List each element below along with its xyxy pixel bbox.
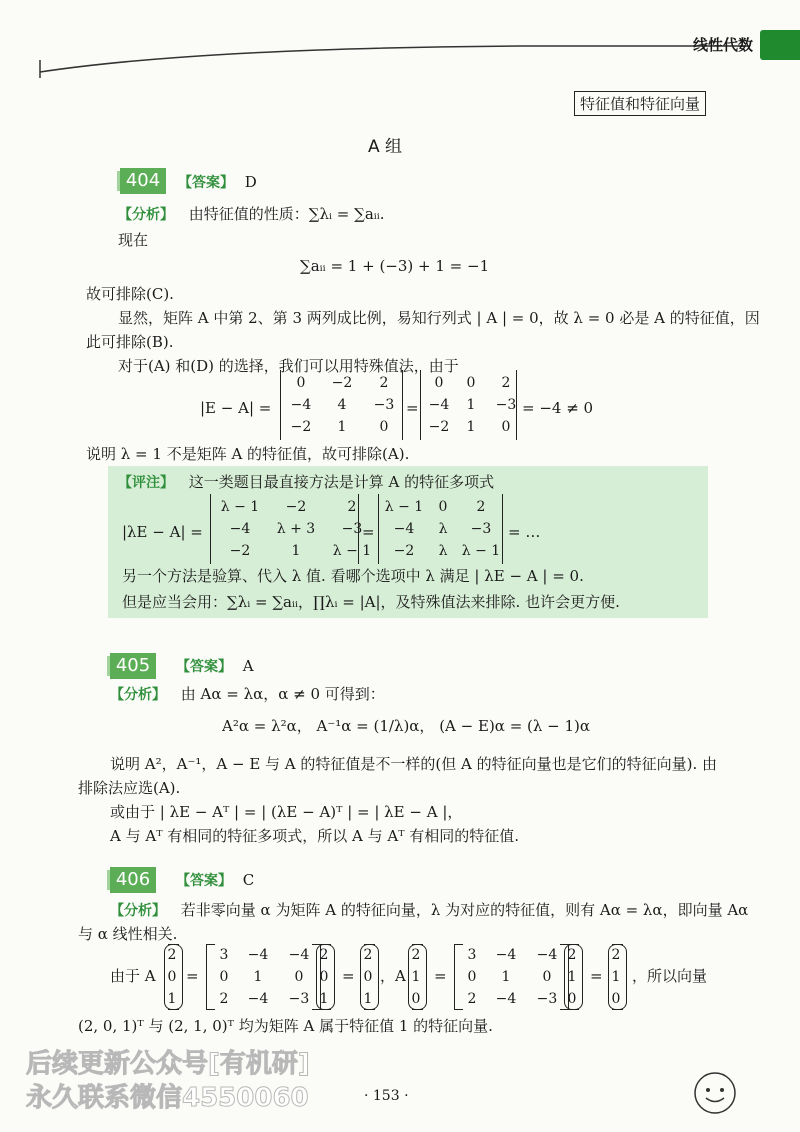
- matrix-cell: 2: [567, 947, 577, 963]
- matrix-cell: 1: [466, 397, 476, 413]
- matrix-cell: 1: [167, 991, 177, 1007]
- equals: =: [434, 967, 447, 985]
- matrix-cell: −2: [285, 499, 307, 515]
- equation: A²α = λ²α， A⁻¹α = (1/λ)α， (A − E)α = (λ − 1)α: [222, 717, 591, 735]
- answer-line-404: [178, 172, 257, 193]
- matrix-cell: 4: [337, 397, 347, 413]
- det-lhs: |λE − A| =: [122, 523, 203, 541]
- matrix-cell: −3: [288, 991, 310, 1007]
- det-bar: [516, 370, 517, 440]
- matrix-cell: 1: [363, 991, 373, 1007]
- paren: [612, 944, 627, 1010]
- answer-tag: 【答案】: [178, 175, 234, 191]
- matrix-cell: −3: [470, 521, 492, 537]
- matrix-cell: 2: [411, 947, 421, 963]
- watermark-line-2: 永久联系微信4550060: [26, 1083, 309, 1113]
- det-bar: [378, 494, 379, 564]
- matrix-4: [380, 496, 504, 562]
- text-line: (2, 0, 1)ᵀ 与 (2, 1, 0)ᵀ 均为矩阵 A 属于特征值 1 的特征向量.: [78, 1017, 493, 1035]
- matrix-cell: 0: [501, 419, 511, 435]
- analysis-line: [110, 684, 385, 705]
- matrix-cell: 0: [379, 419, 389, 435]
- analysis-tag: 【分析】: [110, 687, 166, 703]
- answer-tag: 【答案】: [176, 659, 232, 675]
- matrix-cell: 0: [542, 969, 552, 985]
- matrix-cell: 3: [219, 947, 229, 963]
- answer-value: C: [242, 871, 255, 889]
- matrix-cell: 1: [337, 419, 347, 435]
- matrix-cell: 2: [319, 947, 329, 963]
- section-title: 特征值和特征向量: [574, 91, 706, 116]
- text-line: 或由于 | λE − Aᵀ | = | (λE − A)ᵀ | = | λE − A |，: [110, 803, 463, 821]
- matrix-cell: 0: [167, 969, 177, 985]
- matrix-cell: 3: [467, 947, 477, 963]
- equals: =: [362, 523, 375, 541]
- matrix-cell: 1: [253, 969, 263, 985]
- watermark-line-1: 后续更新公众号[有机研]: [26, 1049, 310, 1079]
- text-line: A 与 Aᵀ 有相同的特征多项式，所以 A 与 Aᵀ 有相同的特征值.: [110, 827, 520, 845]
- matrix-cell: 0: [467, 969, 477, 985]
- equation: ∑aᵢᵢ = 1 + (−3) + 1 = −1: [300, 257, 490, 275]
- matrix-cell: 2: [476, 499, 486, 515]
- matrix-cell: 0: [611, 991, 621, 1007]
- matrix-cell: −3: [536, 991, 558, 1007]
- matrix-cell: 2: [219, 991, 229, 1007]
- matrix-cell: −4: [290, 397, 312, 413]
- paren: [364, 944, 379, 1010]
- matrix-cell: 0: [466, 375, 476, 391]
- det-bar: [420, 370, 421, 440]
- analysis-tag: 【分析】: [118, 207, 174, 223]
- matrix-cell: 0: [567, 991, 577, 1007]
- question-number-404: 404: [120, 168, 166, 194]
- answer-tag: 【答案】: [176, 873, 232, 889]
- group-title: A 组: [368, 137, 403, 157]
- header-subject: 线性代数: [692, 36, 753, 54]
- matrix-cell: −3: [495, 397, 517, 413]
- matrix-cell: −4: [495, 947, 517, 963]
- matrix-cell: 0: [438, 499, 448, 515]
- matrix-cell: −2: [290, 419, 312, 435]
- matrix-cell: λ + 3: [276, 521, 316, 537]
- matrix-cell: −4: [247, 991, 269, 1007]
- remark-line: 但是应当会用：∑λᵢ = ∑aᵢᵢ，∏λᵢ = |A|，及特殊值法来排除. 也许会更方便.: [122, 593, 620, 611]
- text-line: 故可排除(C).: [86, 285, 174, 303]
- header-curve: [0, 0, 800, 80]
- matrix-cell: −2: [229, 543, 251, 559]
- paren: [412, 944, 427, 1010]
- analysis-text: 由特征值的性质：∑λᵢ = ∑aᵢᵢ.: [188, 205, 385, 223]
- matrix-cell: −4: [393, 521, 415, 537]
- matrix-cell: −2: [331, 375, 353, 391]
- matrix-cell: λ: [438, 521, 448, 537]
- matrix-cell: 1: [501, 969, 511, 985]
- matrix-cell: 0: [219, 969, 229, 985]
- matrix-cell: 2: [363, 947, 373, 963]
- matrix-cell: 2: [167, 947, 177, 963]
- paren: [168, 944, 183, 1010]
- equals: =: [406, 399, 419, 417]
- text-line: 说明 A²，A⁻¹，A − E 与 A 的特征值是不一样的(但 A 的特征向量也是它们的特征向量). 由: [110, 755, 718, 773]
- matrix-cell: 1: [466, 419, 476, 435]
- det-rhs: = −4 ≠ 0: [522, 399, 594, 417]
- det-bar: [358, 494, 359, 564]
- matrix-cell: λ − 1: [384, 499, 424, 515]
- matrix-cell: λ − 1: [220, 499, 260, 515]
- det-rhs: = …: [508, 523, 541, 541]
- text-line: 对于(A) 和(D) 的选择，我们可以用特殊值法，由于: [118, 357, 459, 375]
- answer-value: A: [242, 657, 254, 675]
- remark-line: [118, 472, 494, 493]
- page-number: · 153 ·: [364, 1088, 409, 1104]
- matrix-cell: λ − 1: [332, 543, 372, 559]
- equals: =: [186, 967, 199, 985]
- matrix-cell: 0: [434, 375, 444, 391]
- det-bar: [402, 370, 403, 440]
- answer-line-405: [176, 656, 254, 677]
- remark-tag: 【评注】: [118, 475, 174, 491]
- equals: =: [342, 967, 355, 985]
- analysis-tag: 【分析】: [110, 903, 166, 919]
- text-line: 说明 λ = 1 不是矩阵 A 的特征值，故可排除(A).: [86, 445, 410, 463]
- text-line: 现在: [118, 231, 149, 249]
- matrix-cell: 0: [411, 991, 421, 1007]
- question-number-406: 406: [110, 867, 156, 893]
- det-bar: [280, 370, 281, 440]
- matrix-cell: 1: [567, 969, 577, 985]
- matrix-5: [210, 944, 320, 1010]
- analysis-text: 若非零向量 α 为矩阵 A 的特征向量，λ 为对应的特征值，则有 Aα = λα，即向量 Aα: [180, 901, 749, 919]
- matrix-3: [212, 496, 380, 562]
- matrix-cell: λ: [438, 543, 448, 559]
- matrix-cell: 0: [294, 969, 304, 985]
- matrix-cell: 0: [319, 969, 329, 985]
- matrix-cell: 2: [379, 375, 389, 391]
- matrix-cell: −4: [495, 991, 517, 1007]
- remark-line: 另一个方法是验算、代入 λ 值. 看哪个选项中 λ 满足 | λE − A | = 0.: [122, 567, 584, 585]
- det-bar: [210, 494, 211, 564]
- question-number-405: 405: [110, 653, 156, 679]
- matrix-1: [284, 372, 402, 438]
- analysis-text: 由 Aα = λα，α ≠ 0 可得到：: [180, 685, 385, 703]
- matrix-cell: 2: [347, 499, 357, 515]
- matrix-cell: 2: [611, 947, 621, 963]
- vector-prefix: 由于 A: [110, 967, 156, 985]
- answer-line-406: [176, 870, 254, 891]
- matrix-cell: λ − 1: [461, 543, 501, 559]
- matrix-cell: −4: [536, 947, 558, 963]
- matrix-cell: 1: [611, 969, 621, 985]
- matrix-cell: 1: [319, 991, 329, 1007]
- matrix-cell: 2: [467, 991, 477, 1007]
- paren: [568, 944, 583, 1010]
- matrix-5-repeat: [458, 944, 568, 1010]
- matrix-cell: 1: [291, 543, 301, 559]
- matrix-cell: 0: [363, 969, 373, 985]
- equals: =: [590, 967, 603, 985]
- text-line: 排除法应选(A).: [78, 779, 181, 797]
- matrix-2: [424, 372, 524, 438]
- mascot-icon: [692, 1070, 738, 1116]
- matrix-cell: −4: [229, 521, 251, 537]
- det-lhs: |E − A| =: [200, 399, 272, 417]
- remark-text: 这一类题目最直接方法是计算 A 的特征多项式: [188, 473, 495, 491]
- matrix-cell: −4: [247, 947, 269, 963]
- matrix-cell: −3: [373, 397, 395, 413]
- matrix-cell: −2: [393, 543, 415, 559]
- matrix-cell: 2: [501, 375, 511, 391]
- header-tab-marker: [760, 30, 800, 60]
- analysis-line: [110, 900, 748, 921]
- analysis-line: [118, 204, 385, 225]
- matrix-cell: 1: [411, 969, 421, 985]
- text-line: 与 α 线性相关.: [78, 925, 178, 943]
- paren: [320, 944, 335, 1010]
- text-line: 此可排除(B).: [86, 333, 174, 351]
- matrix-cell: −4: [288, 947, 310, 963]
- matrix-cell: −2: [428, 419, 450, 435]
- matrix-cell: 0: [296, 375, 306, 391]
- matrix-cell: −3: [341, 521, 363, 537]
- det-bar: [502, 494, 503, 564]
- comma-a: ，A: [380, 967, 406, 985]
- text-line: 显然，矩阵 A 中第 2、第 3 两列成比例，易知行列式 | A | = 0，故 λ = 0 必是 A 的特征值，因: [118, 309, 760, 327]
- answer-value: D: [244, 173, 257, 191]
- vector-suffix: ，所以向量: [632, 967, 708, 985]
- matrix-cell: −4: [428, 397, 450, 413]
